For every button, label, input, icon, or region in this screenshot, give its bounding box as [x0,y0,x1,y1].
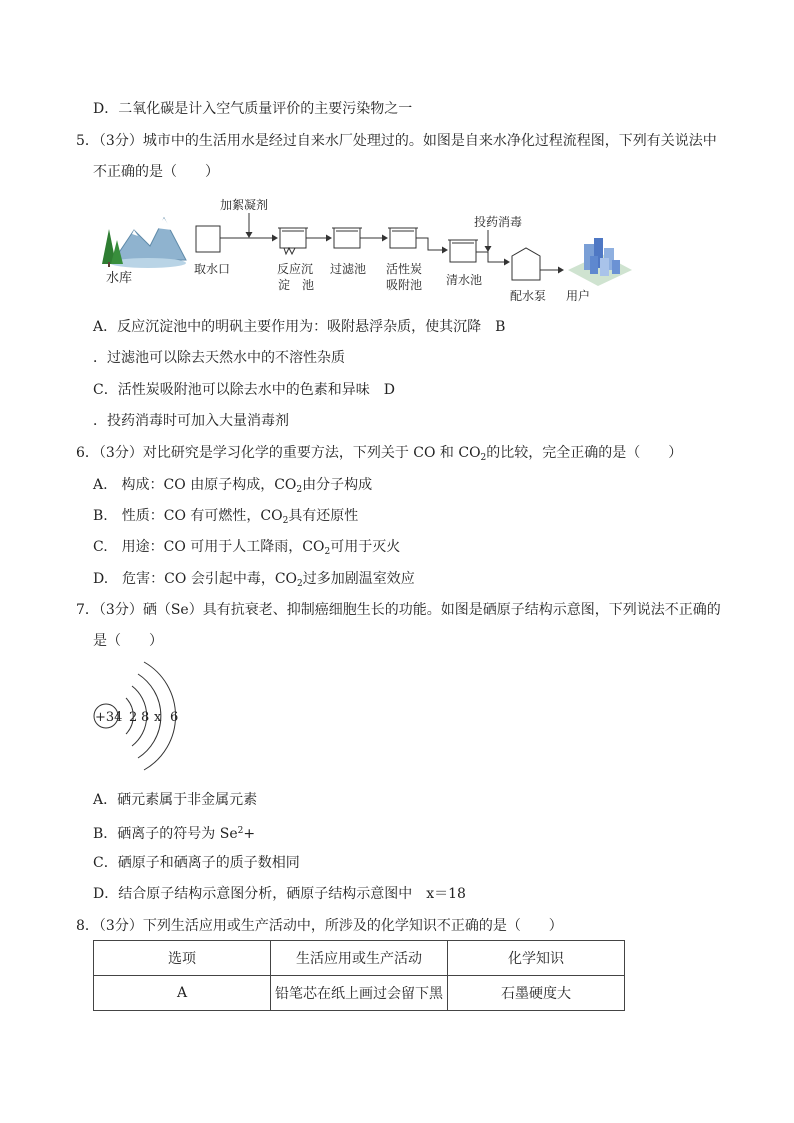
table-header-cell: 选项 [94,941,271,976]
q8-stem: 8．（3分）下列生活应用或生产活动中，所涉及的化学知识不正确的是（ ） [76,918,563,934]
table-header-cell: 化学知识 [448,941,625,976]
q6-d-part1: D. 危害：CO 会引起中毒，CO [93,571,298,587]
shell-3-count: x [154,710,162,725]
intake-box [196,226,220,252]
subscript-2: 2 [296,485,303,495]
city-buildings-icon [568,238,632,286]
q6-b-part1: B. 性质：CO 有可燃性，CO [93,508,283,524]
carbon-tank-icon [388,228,418,248]
q6-a-part1: A. 构成：CO 由原子构成，CO [93,477,297,493]
q6-b-part2: 具有还原性 [288,508,359,524]
shell-4-count: 6 [170,710,179,725]
q5-option-a: A．反应沉淀池中的明矾主要作用为：吸附悬浮杂质，使其沉降 B [93,319,506,335]
q7-option-c: C．硒原子和硒离子的质子数相同 [93,855,300,871]
coagulant-label: 加絮凝剂 [220,198,269,212]
q7-b-part1: B．硒离子的符号为 Se [93,826,238,842]
reservoir-landscape-icon [102,218,186,268]
q7-option-a: A．硒元素属于非金属元素 [93,792,258,808]
q6-d-part2: 过多加剧温室效应 [302,571,415,587]
filter-label: 过滤池 [330,262,367,276]
q6-option-d [93,570,415,593]
pump-icon [512,248,540,280]
table-header-cell: 生活应用或生产活动 [271,941,448,976]
subscript-2: 2 [297,579,303,589]
table-cell: A [94,976,271,1011]
settling-tank-icon [278,228,308,254]
q6-a-part2: 由分子构成 [302,477,373,493]
q7-option-d: D．结合原子结构示意图分析，硒原子结构示意图中 x＝18 [93,886,466,902]
q5-option-d: ．投药消毒时可加入大量消毒剂 [93,413,289,429]
q6-option-a [93,476,372,499]
nucleus-charge: +34 [95,710,123,725]
table-row [94,976,625,1011]
q4-option-d: D．二氧化碳是计入空气质量评价的主要污染物之一 [93,101,413,117]
q7-option-b [93,822,255,843]
filter-tank-icon [332,228,362,248]
disinfect-label: 投药消毒 [474,215,523,229]
q7-b-plus: + [243,826,256,842]
q7-stem-line2: 是（ ） [93,633,163,649]
q6-stem-part1: 6．（3分）对比研究是学习化学的重要方法，下列关于 CO 和 CO [76,445,481,461]
reservoir-label: 水库 [106,271,133,286]
subscript-2: 2 [282,516,289,526]
shell-1-count: 2 [129,710,138,725]
pump-label: 配水泵 [510,289,547,303]
q6-option-b [93,507,358,530]
table-cell: 铅笔芯在纸上画过会留下黑 [271,976,448,1011]
table-header-row [94,941,625,976]
q6-c-part2: 可用于灭火 [330,539,401,555]
subscript-2: 2 [480,453,487,463]
carbon-label-2: 吸附池 [386,278,423,292]
subscript-2: 2 [324,547,331,557]
clear-water-tank-icon [448,240,478,262]
q5-option-b: ．过滤池可以除去天然水中的不溶性杂质 [93,350,345,366]
q5-option-c: C．活性炭吸附池可以除去水中的色素和异味 D [93,382,395,398]
shell-2-count: 8 [141,710,150,725]
q5-stem-line2: 不正确的是（ ） [93,164,219,180]
user-label: 用户 [566,289,591,303]
settling-label-2: 淀 池 [278,278,315,292]
superscript-2: 2 [237,826,244,836]
q6-c-part1: C. 用途：CO 可用于人工降雨，CO [93,539,325,555]
q7-stem-line1: 7．（3分）硒（Se）具有抗衰老、抑制癌细胞生长的功能。如图是硒原子结构示意图，下列说法不正确的 [76,602,721,618]
table-cell: 石墨硬度大 [448,976,625,1011]
q5-stem-line1: 5．（3分）城市中的生活用水是经过自来水厂处理过的。如图是自来水净化过程流程图，下列有关说法中 [76,133,717,149]
q6-option-c [93,538,400,561]
settling-label-1: 反应沉 [277,262,314,276]
clear-water-label: 清水池 [446,273,483,287]
water-treatment-flowchart [92,196,652,308]
q6-stem [76,444,682,467]
selenium-atom-diagram [86,652,196,782]
q6-stem-part2: 的比较，完全正确的是（ ） [486,445,683,461]
q8-table [93,940,625,1011]
carbon-label-1: 活性炭 [386,262,423,276]
intake-label: 取水口 [194,262,231,276]
